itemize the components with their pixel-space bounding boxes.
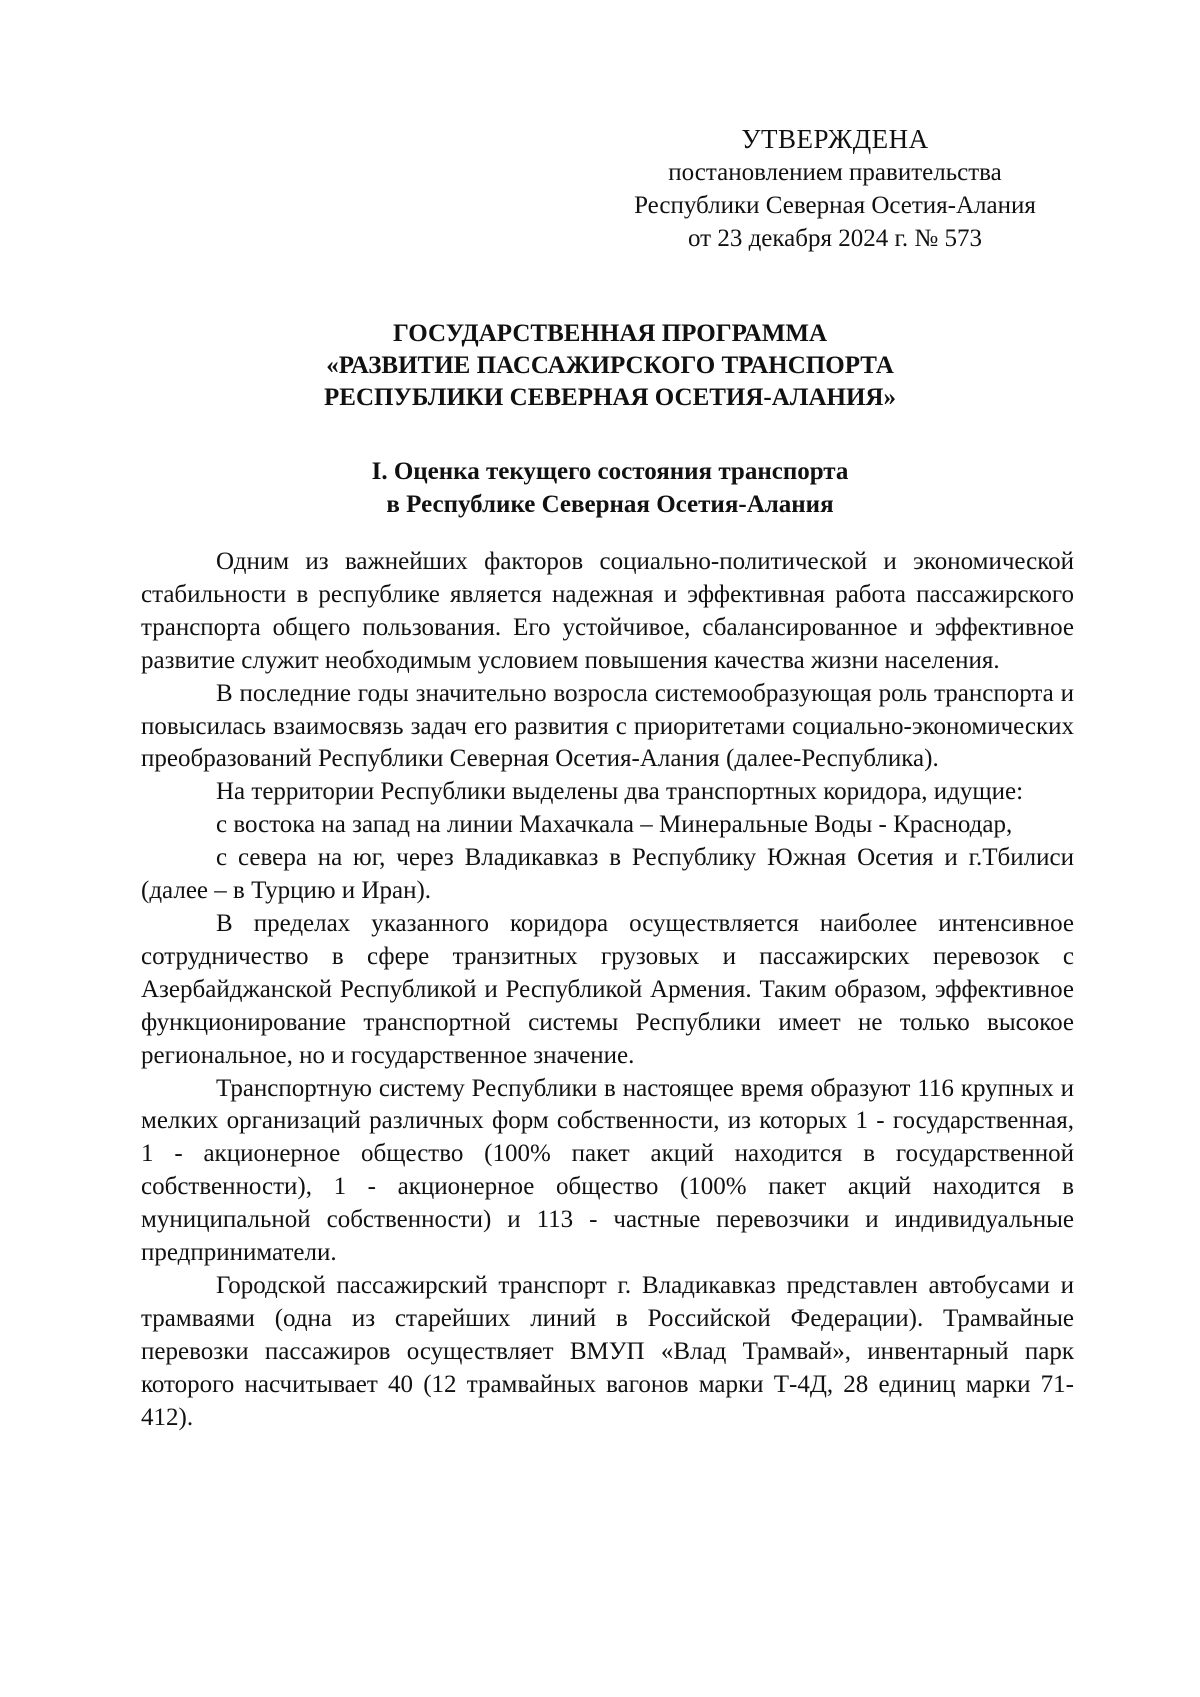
approval-line-decree: постановлением правительства — [668, 159, 1002, 186]
program-title-line: РЕСПУБЛИКИ СЕВЕРНАЯ ОСЕТИЯ-АЛАНИЯ» — [324, 384, 896, 411]
program-title — [150, 318, 1070, 414]
approval-title: УТВЕРЖДЕНА — [741, 124, 929, 154]
paragraph: с востока на запад на линии Махачкала – Минеральные Воды - Краснодар, — [216, 811, 1013, 839]
paragraph: Одним из важнейших факторов социально-политической и экономической стабильности в республике является надежная и эффективная работа пассажирского транспорта общего пользования. Его устойчивое, сбалансированное и эффективное развитие служит необходимым условием повышения качества жизни населения. — [141, 548, 1074, 674]
program-title-line: ГОСУДАРСТВЕННАЯ ПРОГРАММА — [392, 320, 828, 347]
section-heading-line: I. Оценка текущего состояния транспорта — [371, 458, 849, 485]
approval-stamp — [600, 123, 1070, 255]
approval-line-date: от 23 декабря 2024 г. № 573 — [687, 225, 983, 252]
paragraph: Транспортную систему Республики в настоящее время образуют 116 крупных и мелких организаций различных форм собственности, из которых 1 - государственная, 1 - акционерное общество (100% пакет акций находится в государственной собственности), 1 - акционерное общество (100% пакет акций находится в муниципальной собственности) и 113 - частные перевозчики и индивидуальные предприниматели. — [141, 1074, 1074, 1267]
section-heading-line: в Республике Северная Осетия-Алания — [386, 491, 834, 518]
approval-line-republic: Республики Северная Осетия-Алания — [634, 192, 1036, 219]
body-text — [141, 546, 1074, 1434]
paragraph: Городской пассажирский транспорт г. Владикавказ представлен автобусами и трамваями (одна из старейших линий в Российской Федерации). Трамвайные перевозки пассажиров осуществляет ВМУП «Влад Трамвай», инвентарный парк которого насчитывает 40 (12 трамвайных вагонов марки Т-4Д, 28 единиц марки 71-412). — [141, 1271, 1074, 1431]
paragraph: В пределах указанного коридора осуществляется наиболее интенсивное сотрудничество в сфере транзитных грузовых и пассажирских перевозок с Азербайджанской Республикой и Республикой Армения. Таким образом, эффективное функционирование транспортной системы Республики имеет не только высокое региональное, но и государственное значение. — [141, 909, 1074, 1069]
paragraph: В последние годы значительно возросла системообразующая роль транспорта и повысилась взаимосвязь задач его развития с приоритетами социально-экономических преобразований Республики Северная Осетия-Алания (далее-Республика). — [141, 679, 1074, 773]
section-heading — [150, 455, 1070, 521]
paragraph: с севера на юг, через Владикавказ в Республику Южная Осетия и г.Тбилиси (далее – в Турцию и Иран). — [141, 844, 1074, 905]
program-title-line: «РАЗВИТИЕ ПАССАЖИРСКОГО ТРАНСПОРТА — [326, 352, 894, 379]
paragraph: На территории Республики выделены два транспортных коридора, идущие: — [216, 778, 1024, 806]
